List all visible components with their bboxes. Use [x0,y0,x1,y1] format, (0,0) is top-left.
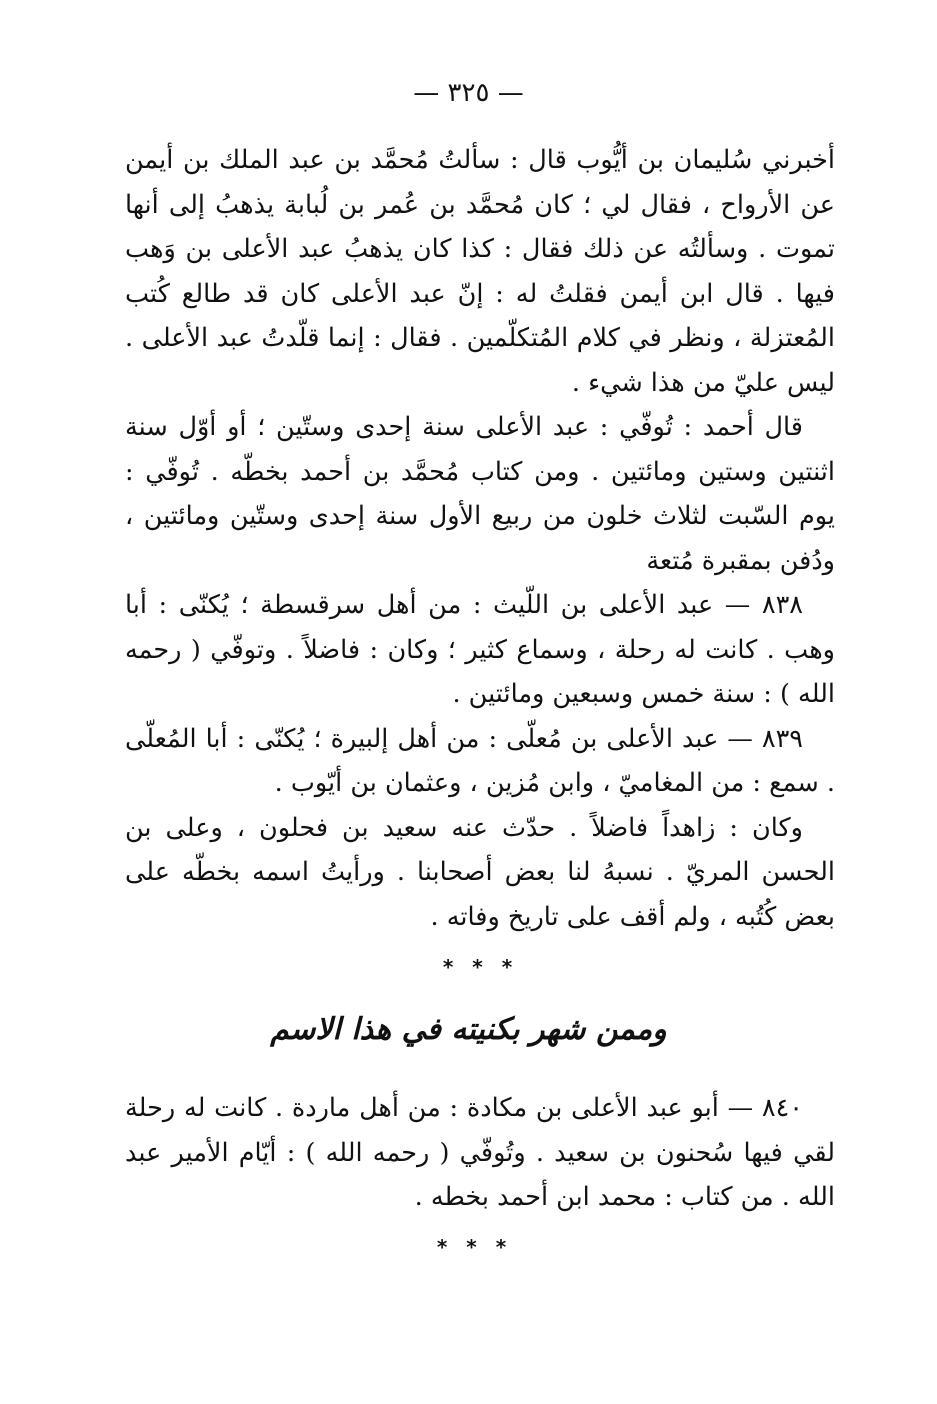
page-number: — ٣٢٥ — [413,78,524,108]
main-text-block [125,138,835,939]
paragraph-arwah: أخبرني سُليمان بن أيُّوب قال : سألتُ مُحمَّد بن عبد الملك بن أيمن عن الأرواح ، فقال لي ؛ كان مُحمَّد بن عُمر بن لُبابة يذهبُ إلى أنها تموت . وسألتُه عن ذلك فقال : كذا كان يذهبُ عبد الأعلى بن وَهب فيها . قال ابن أيمن فقلتُ له : إنّ عبد الأعلى كان قد طالع كُتب المُعتزلة ، ونظر في كلام المُتكلّمين . فقال : إنما قلّدتُ عبد الأعلى . ليس عليّ من هذا شيء . [125,145,835,398]
entry-840: ٨٤٠ — أبو عبد الأعلى بن مكادة : من أهل ماردة . كانت له رحلة لقي فيها سُحنون بن سعيد . وتُوفّي ( رحمه الله ) : أيّام الأمير عبد الله . من كتاب : محمد ابن أحمد بخطه . [125,1093,835,1212]
paragraph-death-date: قال أحمد : تُوفّي : عبد الأعلى سنة إحدى وستّين ؛ أو أوّل سنة اثنتين وستين ومائتين . ومن كتاب مُحمَّد بن أحمد بخطّه . تُوفّي : يوم السّبت لثلاث خلون من ربيع الأول سنة إحدى وستّين ومائتين ، ودُفن بمقبرة مُتعة [125,412,835,576]
end-divider-stars: * * * [436,1235,513,1259]
entry-838: ٨٣٨ — عبد الأعلى بن اللّيث : من أهل سرقسطة ؛ يُكنّى : أبا وهب . كانت له رحلة ، وسماع كثير ؛ وكان : فاضلاً . وتوفّي ( رحمه الله ) : سنة خمس وسبعين ومائتين . [125,590,835,709]
section-text-block [125,1086,835,1220]
entry-839-continued: وكان : زاهداً فاضلاً . حدّث عنه سعيد بن فحلون ، وعلى بن الحسن المريّ . نسبهُ لنا بعض أصحابنا . ورأيتُ اسمه بخطّه على بعض كُتُبه ، ولم أقف على تاريخ وفاته . [125,812,835,932]
entry-839: ٨٣٩ — عبد الأعلى بن مُعلّى : من أهل إلبيرة ؛ يُكنّى : أبا المُعلّى . سمع : من المغاميّ ، وابن مُزين ، وعثمان بن أيّوب . [125,723,835,798]
section-heading: وممن شهر بكنيته في هذا الاسم [270,1012,667,1047]
section-divider-stars: * * * [442,955,519,979]
